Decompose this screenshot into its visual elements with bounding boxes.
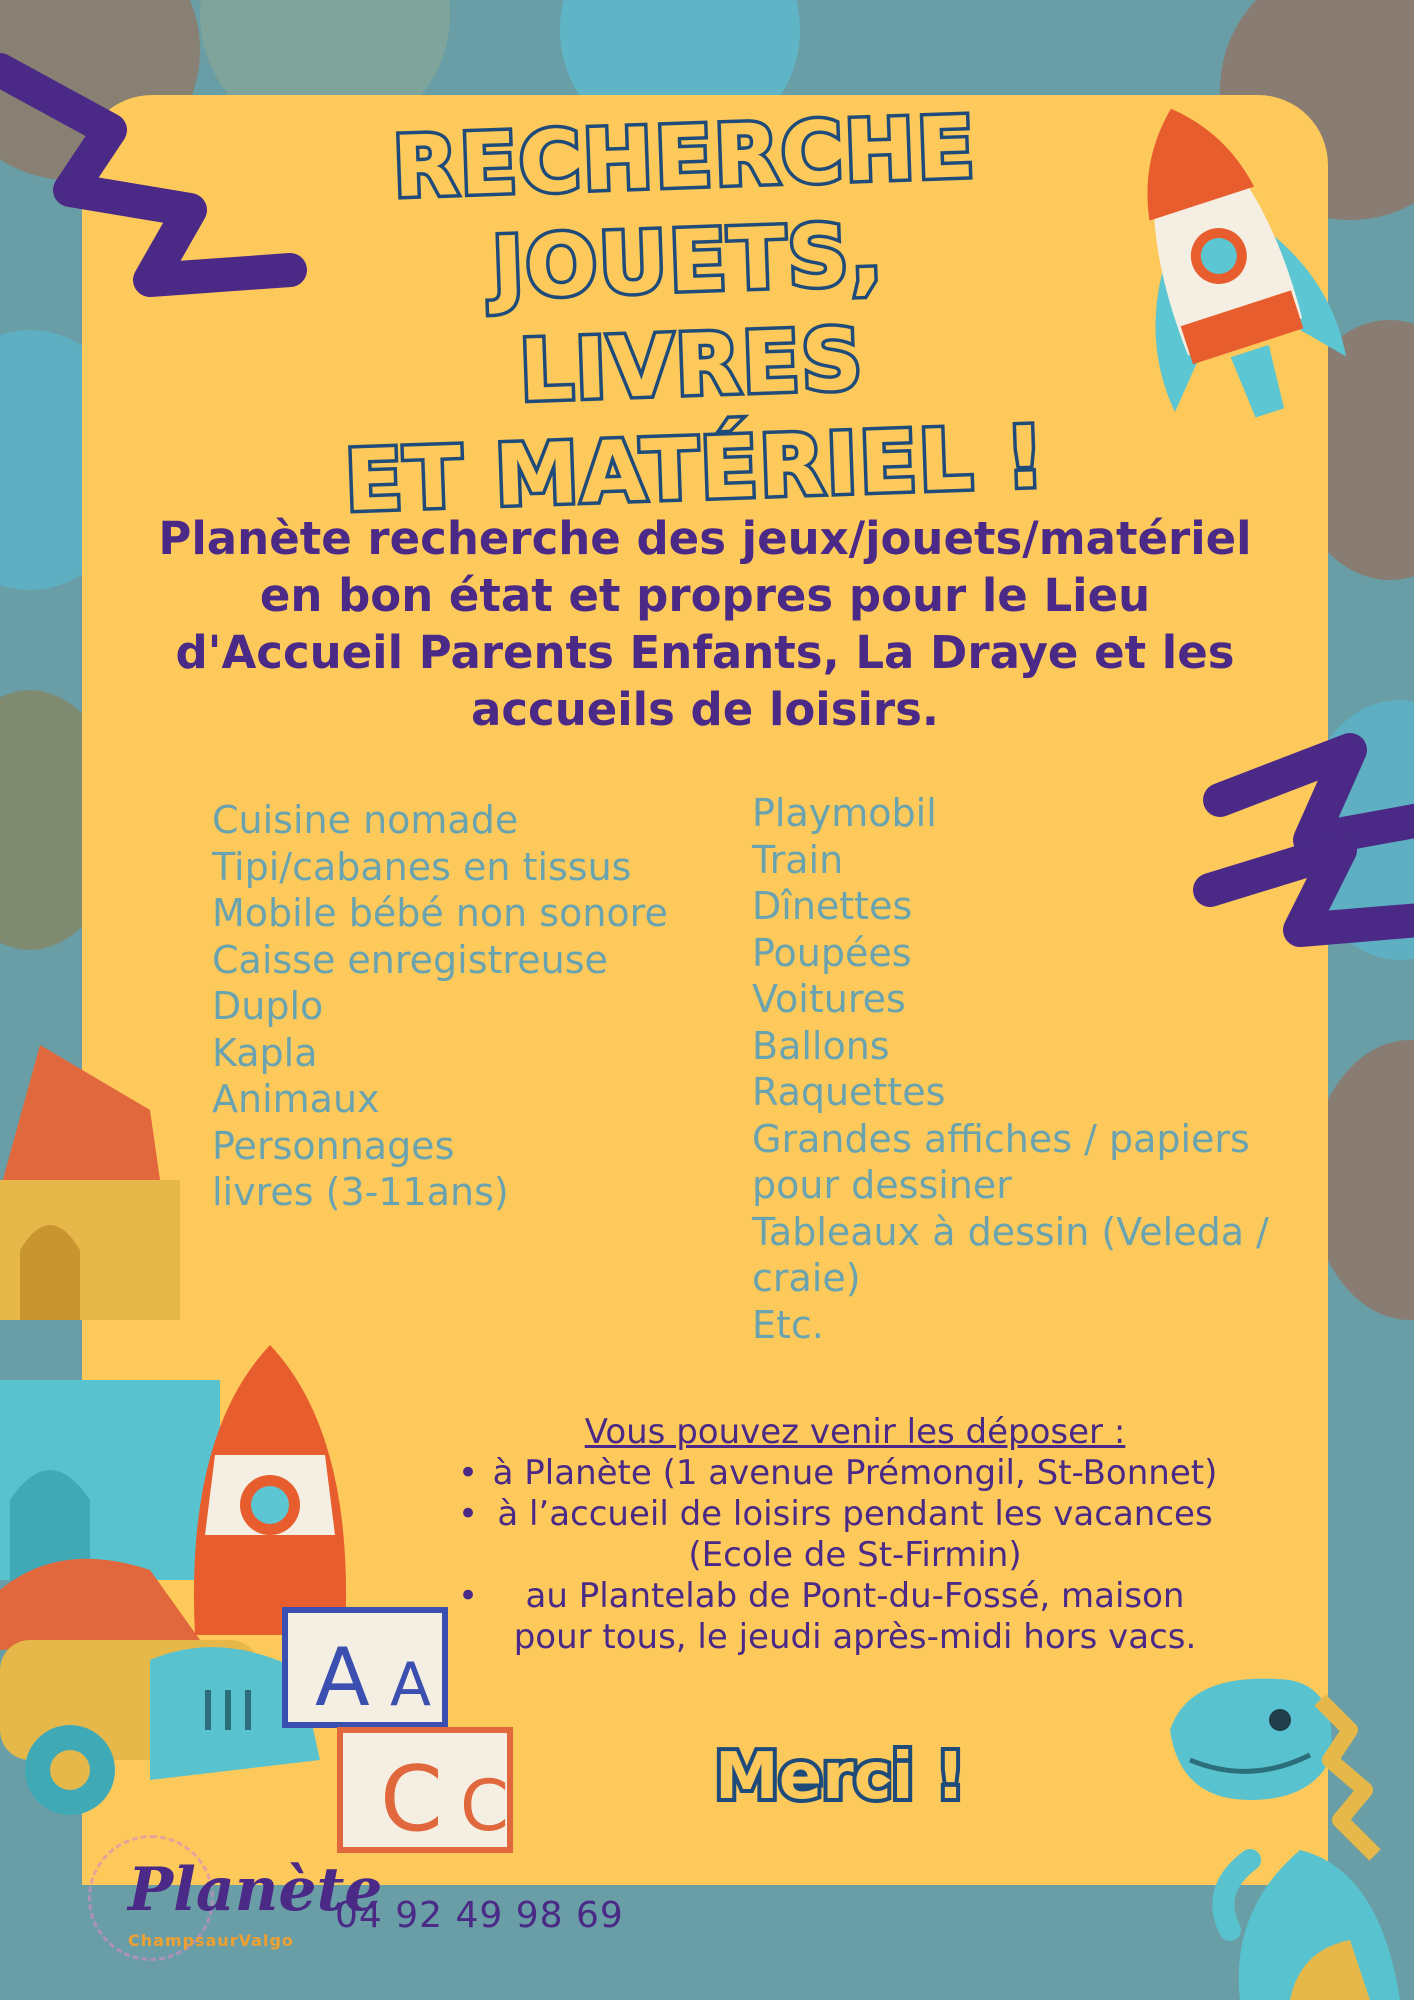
list-item: Duplo [212,984,324,1028]
bullet-icon: • [458,1494,479,1534]
list-item: Ballons [752,1023,890,1068]
list-item: Cuisine nomade [212,798,519,842]
phone-number[interactable]: 04 92 49 98 69 [335,1895,624,1936]
list-item: Dînettes [752,884,913,928]
rocket-icon [1085,90,1365,460]
list-item: Kapla [212,1030,318,1075]
drop-off-item [430,1576,1280,1658]
drop-off-line: (Ecole de St-Firmin) [688,1535,1022,1575]
toy-blocks-icon [0,1040,200,1320]
zigzag-icon [0,40,310,340]
list-item: Animaux [212,1077,380,1121]
logo-name: Planète [128,1855,383,1925]
list-item: Train [752,837,844,882]
svg-text:A: A [390,1650,432,1720]
logo-subtitle: ChampsaurValgo [128,1931,294,1950]
drop-off-item [430,1494,1280,1576]
svg-text:C: C [380,1747,443,1852]
svg-text:C: C [460,1765,509,1847]
drop-off-info [430,1412,1280,1658]
list-item: Tableaux à dessin (Veleda / [752,1209,1269,1254]
list-item: Grandes affiches / papiers [752,1116,1250,1161]
bullet-icon: • [458,1453,479,1493]
svg-text:A: A [315,1631,370,1724]
thanks-text [700,1740,980,1814]
list-item: craie) [752,1256,861,1300]
list-item: Caisse enregistreuse [212,937,608,982]
planete-logo [88,1835,383,1965]
list-item: Voitures [752,977,906,1021]
drop-off-line: au Plantelab de Pont-du-Fossé, maison [525,1576,1185,1616]
title-line: JOUETS, LIVRES [490,205,886,420]
drop-off-line: pour tous, le jeudi après-midi hors vacs. [513,1617,1197,1657]
intro-text: Planète recherche des jeux/jouets/matériel en bon état et propres pour le Lieu d'Accueil Parents Enfants, La Draye et les accueils de loisirs. [158,512,1252,736]
list-item: Mobile bébé non sonore [212,891,668,935]
list-item: pour dessiner [752,1163,1012,1207]
wishlist-left [212,797,668,1216]
list-item: Tipi/cabanes en tissus [212,844,632,889]
page-title [323,93,1057,534]
drop-off-item [430,1453,1280,1494]
wishlist-right [752,790,1269,1348]
bullet-icon: • [458,1576,479,1616]
dinosaur-icon [1150,1670,1414,2000]
list-item: Etc. [752,1302,824,1347]
title-line: ET MATÉRIEL ! [343,407,1048,531]
drop-off-list [430,1453,1280,1658]
drop-off-line: à l’accueil de loisirs pendant les vacances [497,1494,1213,1534]
title-line: RECHERCHE [391,97,978,217]
list-item: Personnages [212,1123,455,1168]
drop-off-line: à Planète (1 avenue Prémongil, St-Bonnet) [492,1453,1218,1493]
list-item: Raquettes [752,1070,946,1114]
drop-off-heading: Vous pouvez venir les déposer : [584,1412,1126,1452]
thanks-label: Merci ! [715,1740,965,1814]
list-item: livres (3-11ans) [212,1170,509,1214]
list-item: Playmobil [752,791,937,835]
list-item: Poupées [752,930,912,975]
